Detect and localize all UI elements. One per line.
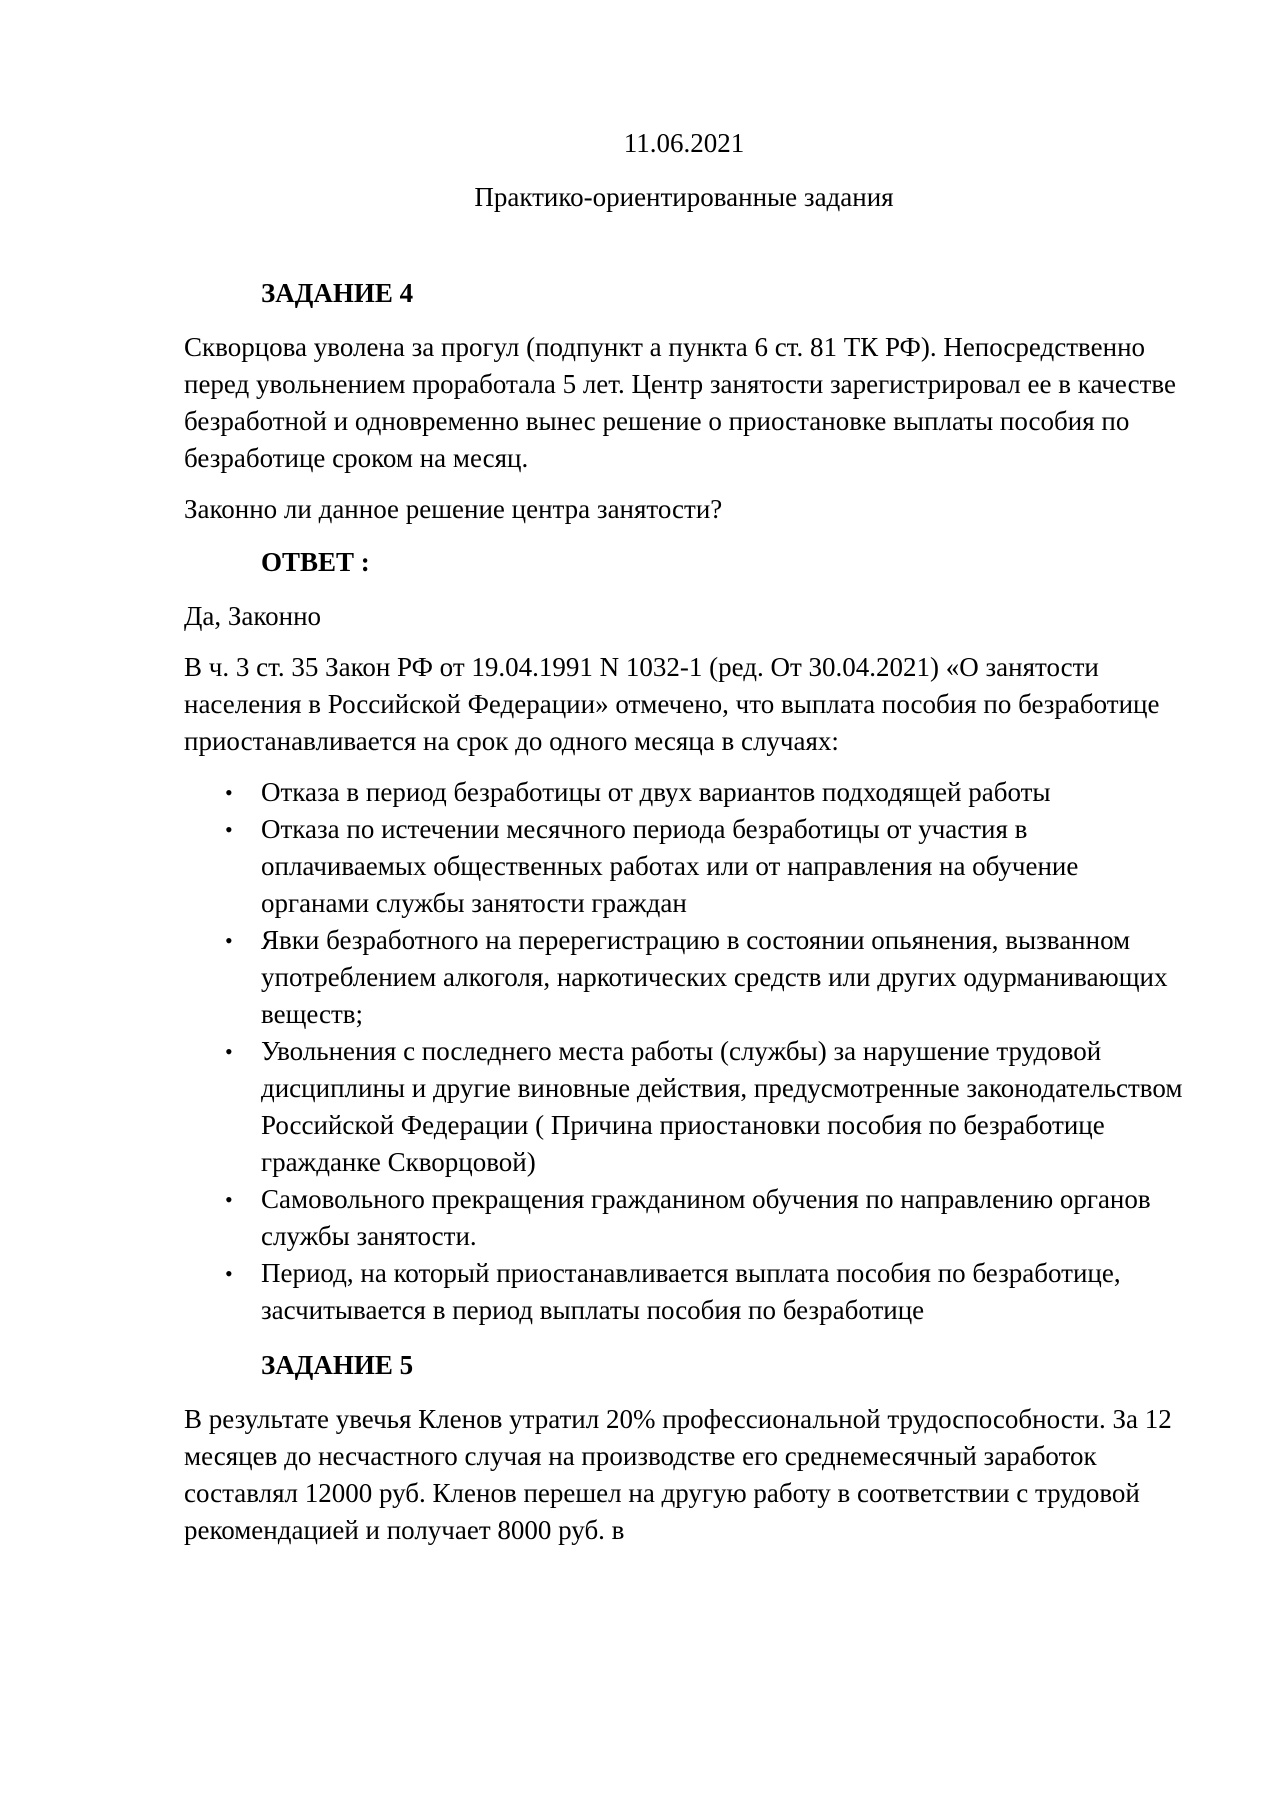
list-item-text: Отказа в период безработицы от двух вариантов подходящей работы — [261, 777, 1051, 807]
answer-intro: В ч. 3 ст. 35 Закон РФ от 19.04.1991 N 1032-1 (ред. От 30.04.2021) «О занятости населения в Российской Федерации» отмечено, что выплата пособия по безработице приостанавливается на срок до одного месяца в случаях: — [184, 652, 1160, 756]
bullet-icon: • — [225, 1187, 233, 1212]
task5-heading: ЗАДАНИЕ 5 — [261, 1350, 414, 1380]
list-item — [184, 922, 1184, 1033]
answer-short: Да, Законно — [184, 601, 322, 631]
list-item-text: Увольнения с последнего места работы (службы) за нарушение трудовой дисциплины и другие виновные действия, предусмотренные законодательством Российской Федерации ( Причина приостановки пособия по безработице гражданке Скворцовой) — [261, 1036, 1183, 1177]
list-item — [184, 1033, 1184, 1181]
list-item — [184, 1255, 1184, 1329]
list-item — [184, 811, 1184, 922]
bullet-icon: • — [225, 1261, 233, 1286]
answer-heading: ОТВЕТ : — [261, 547, 370, 577]
document-subtitle: Практико-ориентированные задания — [474, 182, 894, 212]
list-item — [184, 1181, 1184, 1255]
task4-heading: ЗАДАНИЕ 4 — [261, 278, 414, 308]
bullet-icon: • — [225, 817, 233, 842]
list-item-text: Самовольного прекращения гражданином обучения по направлению органов службы занятости. — [261, 1184, 1151, 1251]
task4-condition: Скворцова уволена за прогул (подпункт а пункта 6 ст. 81 ТК РФ). Непосредственно перед увольнением проработала 5 лет. Центр занятости зарегистрировал ее в качестве безработной и одновременно вынес решение о приостановке выплаты пособия по безработице сроком на месяц. — [184, 332, 1176, 473]
task4-question: Законно ли данное решение центра занятости? — [184, 494, 723, 524]
answer-bullet-list — [184, 774, 1184, 1329]
bullet-icon: • — [225, 1039, 233, 1064]
list-item-text: Период, на который приостанавливается выплата пособия по безработице, засчитывается в период выплаты пособия по безработице — [261, 1258, 1121, 1325]
list-item-text: Явки безработного на перерегистрацию в состоянии опьянения, вызванном употреблением алкоголя, наркотических средств или других одурманивающих веществ; — [261, 925, 1168, 1029]
list-item — [184, 774, 1184, 811]
document-body — [184, 121, 1184, 1563]
task5-condition: В результате увечья Кленов утратил 20% профессиональной трудоспособности. За 12 месяцев до несчастного случая на производстве его среднемесячный заработок составлял 12000 руб. Кленов перешел на другую работу в соответствии с трудовой рекомендацией и получает 8000 руб. в — [184, 1404, 1172, 1545]
bullet-icon: • — [225, 780, 233, 805]
document-date: 11.06.2021 — [623, 128, 745, 158]
bullet-icon: • — [225, 928, 233, 953]
list-item-text: Отказа по истечении месячного периода безработицы от участия в оплачиваемых общественных работах или от направления на обучение органами службы занятости граждан — [261, 814, 1079, 918]
